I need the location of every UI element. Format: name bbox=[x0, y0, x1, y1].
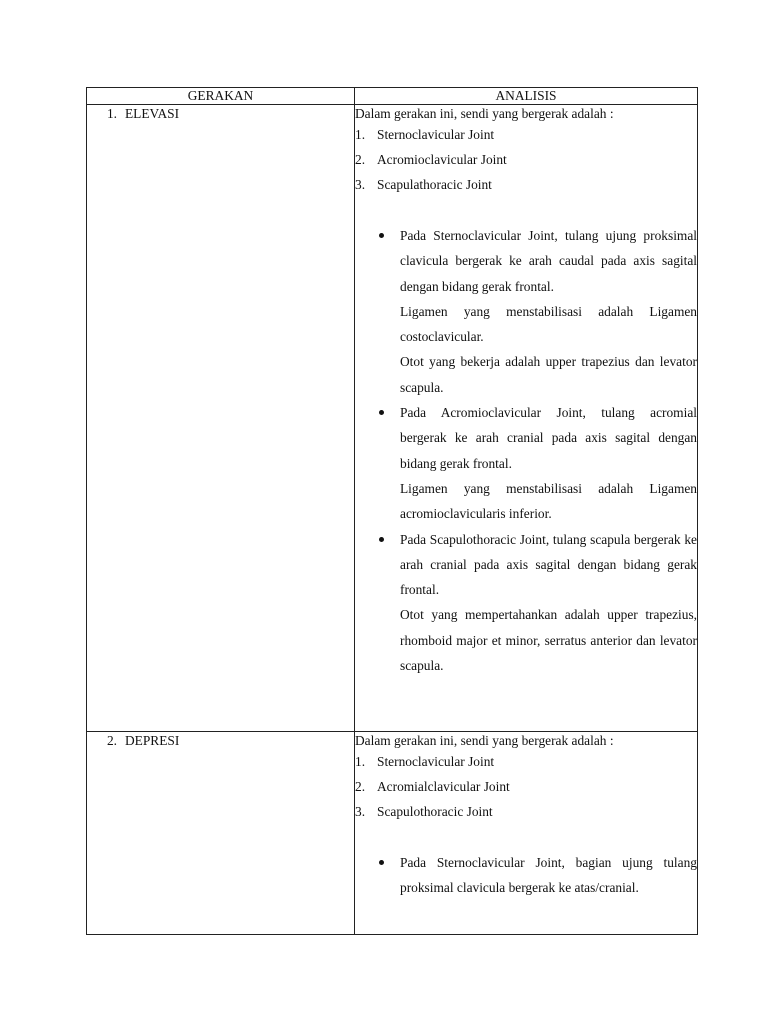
bullet-paragraph: Pada Scapulothoracic Joint, tulang scapula bergerak ke arah cranial pada axis sagital dengan bidang gerak frontal. bbox=[400, 531, 697, 598]
movement-name: DEPRESI bbox=[125, 733, 180, 748]
list-number: 1. bbox=[355, 127, 366, 142]
bullet-item bbox=[355, 527, 697, 679]
analysis-cell bbox=[355, 105, 698, 732]
table-row bbox=[87, 732, 698, 935]
movement-name: ELEVASI bbox=[125, 106, 180, 121]
header-gerakan: GERAKAN bbox=[87, 88, 355, 105]
movement-analysis-table bbox=[86, 87, 698, 935]
list-number: 3. bbox=[355, 804, 366, 819]
movement-label bbox=[87, 106, 179, 122]
joint-list bbox=[355, 749, 697, 824]
joint-name: Acromioclavicular Joint bbox=[377, 152, 507, 167]
movement-cell bbox=[87, 105, 355, 732]
joint-name: Scapulathoracic Joint bbox=[377, 177, 492, 192]
bullet-paragraph: Otot yang bekerja adalah upper trapezius dan levator scapula. bbox=[400, 354, 697, 395]
analysis-cell bbox=[355, 732, 698, 935]
list-item bbox=[355, 147, 697, 172]
list-item bbox=[355, 799, 697, 824]
analysis-bullets bbox=[355, 850, 697, 901]
analysis-intro: Dalam gerakan ini, sendi yang bergerak adalah : bbox=[355, 733, 614, 748]
list-number: 3. bbox=[355, 177, 366, 192]
list-item bbox=[355, 749, 697, 774]
bullet-item bbox=[355, 223, 697, 400]
bullet-item bbox=[355, 850, 697, 901]
list-number: 1. bbox=[355, 754, 366, 769]
bullet-icon bbox=[379, 860, 384, 865]
analysis-bullets bbox=[355, 223, 697, 678]
table-header-row bbox=[87, 88, 698, 105]
list-item bbox=[355, 122, 697, 147]
list-number: 2. bbox=[355, 779, 366, 794]
bullet-paragraph: Ligamen yang menstabilisasi adalah Ligamen acromioclavicularis inferior. bbox=[400, 480, 697, 522]
movement-label bbox=[87, 733, 179, 749]
bullet-paragraph: Pada Acromioclavicular Joint, tulang acromial bergerak ke arah cranial pada axis sagital dengan bidang gerak frontal. bbox=[400, 405, 697, 471]
bullet-paragraph: Pada Sternoclavicular Joint, bagian ujung tulang proksimal clavicula bergerak ke atas/cranial. bbox=[400, 855, 697, 896]
movement-cell bbox=[87, 732, 355, 935]
bullet-item bbox=[355, 400, 697, 526]
header-analisis: ANALISIS bbox=[355, 88, 698, 105]
joint-list bbox=[355, 122, 697, 197]
joint-name: Acromialclavicular Joint bbox=[377, 779, 510, 794]
bullet-icon bbox=[379, 537, 384, 542]
bullet-icon bbox=[379, 410, 384, 415]
movement-number: 1. bbox=[106, 106, 117, 121]
list-item bbox=[355, 172, 697, 197]
list-number: 2. bbox=[355, 152, 366, 167]
movement-number: 2. bbox=[106, 733, 117, 748]
bullet-paragraph: Otot yang mempertahankan adalah upper trapezius, rhomboid major et minor, serratus anterior dan levator scapula. bbox=[400, 607, 697, 674]
joint-name: Scapulothoracic Joint bbox=[377, 804, 493, 819]
analysis-intro: Dalam gerakan ini, sendi yang bergerak adalah : bbox=[355, 106, 614, 121]
bullet-paragraph: Ligamen yang menstabilisasi adalah Ligamen costoclavicular. bbox=[400, 303, 697, 345]
list-item bbox=[355, 774, 697, 799]
bullet-icon bbox=[379, 233, 384, 238]
joint-name: Sternoclavicular Joint bbox=[377, 127, 495, 142]
bullet-paragraph: Pada Sternoclavicular Joint, tulang ujung proksimal clavicula bergerak ke arah caudal pada axis sagital dengan bidang gerak frontal. bbox=[400, 228, 697, 294]
joint-name: Sternoclavicular Joint bbox=[377, 754, 495, 769]
table-row bbox=[87, 105, 698, 732]
